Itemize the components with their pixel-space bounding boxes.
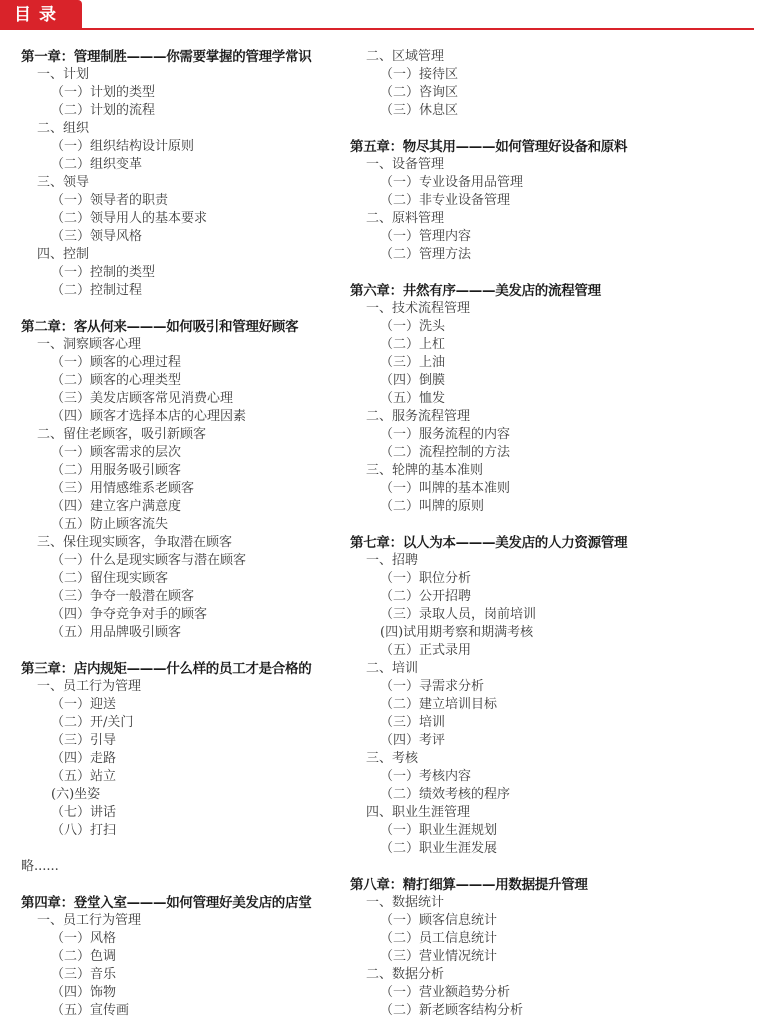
subsection-entry: （二）咨询区 — [380, 85, 459, 100]
chapter-heading: 第五章：物尽其用———如何管理好设备和原料 — [350, 139, 628, 155]
section-entry: 二、数据分析 — [366, 967, 445, 982]
subsection-entry: （二）非专业设备管理 — [380, 193, 511, 208]
subsection-entry: （五）恤发 — [380, 391, 446, 406]
subsection-entry: （五）正式录用 — [380, 643, 472, 658]
subsection-entry: （二）顾客的心理类型 — [51, 373, 182, 388]
subsection-entry: （三）营业情况统计 — [380, 949, 498, 964]
header-divider — [0, 28, 754, 30]
subsection-entry: （一）顾客的心理过程 — [51, 355, 182, 370]
toc-left-column — [21, 48, 351, 1020]
subsection-entry: （一）服务流程的内容 — [380, 427, 511, 442]
subsection-entry: （二）职业生涯发展 — [380, 841, 498, 856]
subsection-entry: （二）员工信息统计 — [380, 931, 498, 946]
section-entry: 二、服务流程管理 — [366, 409, 471, 424]
subsection-entry: （三）领导风格 — [51, 229, 143, 244]
spacer — [21, 300, 351, 318]
subsection-entry: （三）录取人员，岗前培训 — [380, 607, 537, 622]
subsection-entry: （四）走路 — [51, 751, 117, 766]
section-entry: 一、设备管理 — [366, 157, 445, 172]
chapter-heading: 第四章：登堂入室———如何管理好美发店的店堂 — [21, 895, 312, 911]
chapter-heading: 第七章：以人为本———美发店的人力资源管理 — [350, 535, 628, 551]
chapter-heading: 第六章：井然有序———美发店的流程管理 — [350, 283, 601, 299]
subsection-entry: （四）倒膜 — [380, 373, 446, 388]
subsection-entry: （三）引导 — [51, 733, 117, 748]
chapter-heading: 第二章：客从何来———如何吸引和管理好顾客 — [21, 319, 299, 335]
subsection-entry: （二）留住现实顾客 — [51, 571, 169, 586]
spacer — [21, 876, 351, 894]
section-entry: 四、职业生涯管理 — [366, 805, 471, 820]
subsection-entry: （三）休息区 — [380, 103, 459, 118]
subsection-entry: （一）组织结构设计原则 — [51, 139, 195, 154]
subsection-entry: （一）什么是现实顾客与潜在顾客 — [51, 553, 247, 568]
subsection-entry: （二）绩效考核的程序 — [380, 787, 511, 802]
subsection-entry: （三）上油 — [380, 355, 446, 370]
subsection-entry: （一）考核内容 — [380, 769, 472, 784]
spacer — [350, 858, 750, 876]
spacer — [350, 516, 750, 534]
section-entry: 四、控制 — [37, 247, 90, 262]
section-entry: 二、培训 — [366, 661, 419, 676]
section-entry: 二、区域管理 — [366, 49, 445, 64]
section-entry: 二、留住老顾客，吸引新顾客 — [37, 427, 207, 442]
section-entry: 三、保住现实顾客，争取潜在顾客 — [37, 535, 233, 550]
subsection-entry: （五）用品牌吸引顾客 — [51, 625, 182, 640]
subsection-entry: （二）控制过程 — [51, 283, 143, 298]
subsection-entry: （二）计划的流程 — [51, 103, 156, 118]
subsection-entry: （一）专业设备用品管理 — [380, 175, 524, 190]
subsection-entry: （四）争夺竞争对手的顾客 — [51, 607, 208, 622]
subsection-entry: （一）风格 — [51, 931, 117, 946]
subsection-entry: (六)坐姿 — [51, 787, 101, 802]
chapter-heading: 第一章：管理制胜———你需要掌握的管理学常识 — [21, 49, 312, 65]
toc-right-column — [350, 48, 750, 1020]
subsection-entry: （二）开/关门 — [51, 715, 134, 730]
subsection-entry: （二）上杠 — [380, 337, 446, 352]
section-entry: 一、洞察顾客心理 — [37, 337, 142, 352]
chapter-heading: 第三章：店内规矩———什么样的员工才是合格的 — [21, 661, 312, 677]
spacer — [21, 840, 351, 858]
subsection-entry: （五）防止顾客流失 — [51, 517, 169, 532]
subsection-entry: （四）顾客才选择本店的心理因素 — [51, 409, 247, 424]
subsection-entry: （二）建立培训目标 — [380, 697, 498, 712]
subsection-entry: （一）顾客需求的层次 — [51, 445, 182, 460]
spacer — [21, 642, 351, 660]
subsection-entry: （三）用情感维系老顾客 — [51, 481, 195, 496]
subsection-entry: （二）领导用人的基本要求 — [51, 211, 208, 226]
section-entry: 一、招聘 — [366, 553, 419, 568]
spacer — [350, 264, 750, 282]
toc-title: 目录 — [0, 0, 82, 30]
omission-note: 略...... — [21, 859, 59, 874]
section-entry: 一、员工行为管理 — [37, 679, 142, 694]
subsection-entry: （一）接待区 — [380, 67, 459, 82]
section-entry: 二、原料管理 — [366, 211, 445, 226]
subsection-entry: （三）美发店顾客常见消费心理 — [51, 391, 234, 406]
chapter-heading: 第八章：精打细算———用数据提升管理 — [350, 877, 588, 893]
section-entry: 一、员工行为管理 — [37, 913, 142, 928]
subsection-entry: （八）打扫 — [51, 823, 117, 838]
subsection-entry: （二）叫牌的原则 — [380, 499, 485, 514]
subsection-entry: （一）营业额趋势分析 — [380, 985, 511, 1000]
subsection-entry: （二）管理方法 — [380, 247, 472, 262]
subsection-entry: （七）讲话 — [51, 805, 117, 820]
subsection-entry: （二）流程控制的方法 — [380, 445, 511, 460]
subsection-entry: （二）公开招聘 — [380, 589, 472, 604]
subsection-entry: （四）考评 — [380, 733, 446, 748]
subsection-entry: （五）宣传画 — [51, 1003, 130, 1018]
subsection-entry: （一）叫牌的基本准则 — [380, 481, 511, 496]
subsection-entry: （一）洗头 — [380, 319, 446, 334]
section-entry: 一、技术流程管理 — [366, 301, 471, 316]
subsection-entry: （一）管理内容 — [380, 229, 472, 244]
subsection-entry: （二）色调 — [51, 949, 117, 964]
spacer — [350, 120, 750, 138]
subsection-entry: （四）建立客户满意度 — [51, 499, 182, 514]
subsection-entry: （一）领导者的职责 — [51, 193, 169, 208]
subsection-entry: （一）职业生涯规划 — [380, 823, 498, 838]
subsection-entry: （三）培训 — [380, 715, 446, 730]
subsection-entry: （一）职位分析 — [380, 571, 472, 586]
section-entry: 三、轮牌的基本准则 — [366, 463, 484, 478]
subsection-entry: （一）顾客信息统计 — [380, 913, 498, 928]
subsection-entry: （三）争夺一般潜在顾客 — [51, 589, 195, 604]
subsection-entry: （一）计划的类型 — [51, 85, 156, 100]
subsection-entry: （四）饰物 — [51, 985, 117, 1000]
subsection-entry: （五）站立 — [51, 769, 117, 784]
subsection-entry: （三）音乐 — [51, 967, 117, 982]
section-entry: 一、数据统计 — [366, 895, 445, 910]
section-entry: 一、计划 — [37, 67, 90, 82]
subsection-entry: （一）寻需求分析 — [380, 679, 485, 694]
subsection-entry: （二）组织变革 — [51, 157, 143, 172]
section-entry: 三、领导 — [37, 175, 90, 190]
subsection-entry: （二）用服务吸引顾客 — [51, 463, 182, 478]
section-entry: 三、考核 — [366, 751, 419, 766]
subsection-entry: (四)试用期考察和期满考核 — [380, 625, 534, 640]
subsection-entry: （二）新老顾客结构分析 — [380, 1003, 524, 1018]
subsection-entry: （一）控制的类型 — [51, 265, 156, 280]
section-entry: 二、组织 — [37, 121, 90, 136]
subsection-entry: （一）迎送 — [51, 697, 117, 712]
